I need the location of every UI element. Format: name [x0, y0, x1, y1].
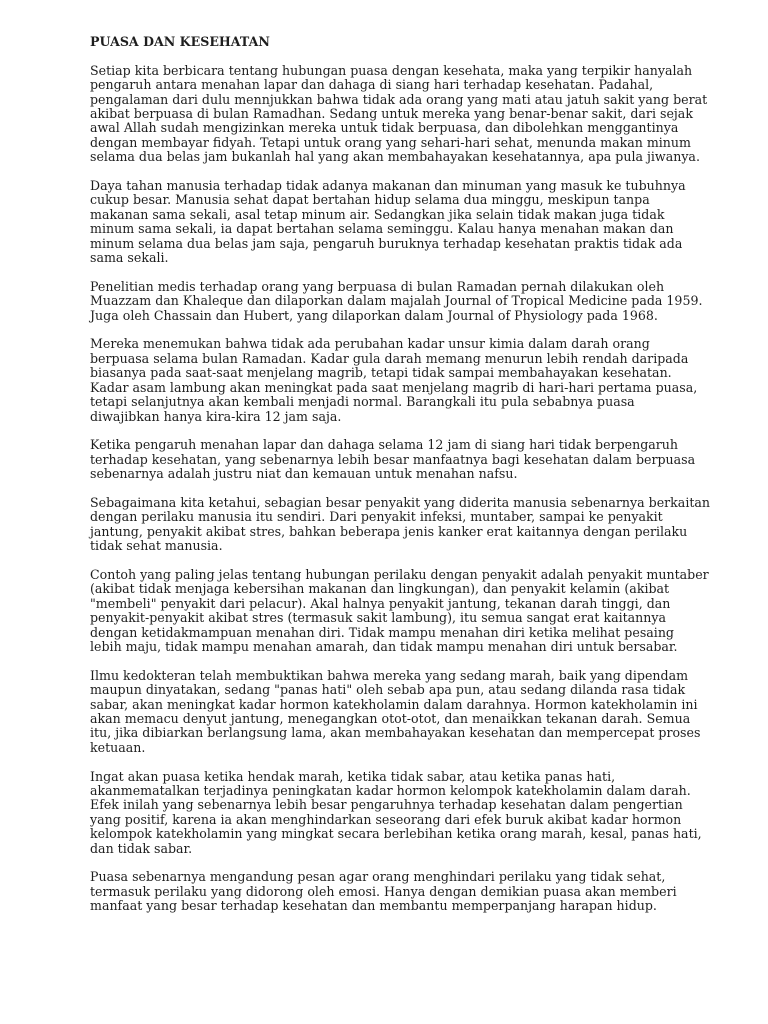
paragraph-line: minum selama dua belas jam saja, pengaruh buruknya terhadap kesehatan praktis tidak ada: [90, 235, 683, 251]
paragraph-line: Ketika pengaruh menahan lapar dan dahaga selama 12 jam di siang hari tidak berpengaruh: [90, 437, 679, 453]
paragraph-line: selama dua belas jam bukanlah hal yang akan membahayakan kesehatannya, apa pula jiwanya.: [90, 149, 700, 165]
document-body: [90, 64, 730, 914]
paragraph-line: berpuasa selama bulan Ramadan. Kadar gula darah memang menurun lebih rendah daripada: [90, 350, 689, 366]
paragraph-line: Contoh yang paling jelas tentang hubungan perilaku dengan penyakit adalah penyakit muntaber: [90, 566, 709, 582]
paragraph-line: Ingat akan puasa ketika hendak marah, ketika tidak sabar, atau ketika panas hati,: [90, 768, 616, 784]
paragraph: [90, 669, 730, 755]
paragraph-line: maupun dinyatakan, sedang "panas hati" oleh sebab apa pun, atau sedang dilanda rasa tidak: [90, 682, 686, 698]
paragraph-line: "membeli" penyakit dari pelacur). Akal halnya penyakit jantung, tekanan darah tinggi, dan: [90, 595, 671, 611]
document-page: [90, 35, 730, 928]
paragraph-line: yang positif, karena ia akan menghindarkan seseorang dari efek buruk akibat kadar hormon: [90, 811, 682, 827]
paragraph-line: Efek inilah yang sebenarnya lebih besar pengaruhnya terhadap kesehatan dalam pengertian: [90, 797, 683, 813]
paragraph-line: minum sama sekali, ia dapat bertahan selama seminggu. Kalau hanya menahan makan dan: [90, 221, 674, 237]
paragraph-line: cukup besar. Manusia sehat dapat bertahan hidup selama dua minggu, meskipun tanpa: [90, 192, 650, 208]
paragraph-line: akibat berpuasa di bulan Ramadhan. Sedang untuk mereka yang benar-benar sakit, dari sejak: [90, 106, 693, 122]
paragraph-line: jantung, penyakit akibat stres, bahkan beberapa jenis kanker erat kaitannya dengan perilaku: [90, 523, 688, 539]
paragraph-line: termasuk perilaku yang didorong oleh emosi. Hanya dengan demikian puasa akan memberi: [90, 883, 677, 899]
paragraph-line: Penelitian medis terhadap orang yang berpuasa di bulan Ramadan pernah dilakukan oleh: [90, 278, 665, 294]
paragraph-line: dengan membayar fidyah. Tetapi untuk orang yang sehari-hari sehat, menunda makan minum: [90, 134, 691, 150]
paragraph-line: akanmematalkan terjadinya peningkatan kadar hormon kelompok katekholamin dalam darah.: [90, 782, 691, 798]
paragraph-line: dan tidak sabar.: [90, 840, 193, 856]
paragraph-line: lebih maju, tidak mampu menahan amarah, dan tidak mampu menahan diri untuk bersabar.: [90, 638, 678, 654]
paragraph-line: tidak sehat manusia.: [90, 538, 223, 554]
paragraph-line: biasanya pada saat-saat menjelang magrib, tetapi tidak sampai membahayakan kesehatan.: [90, 365, 672, 381]
paragraph: [90, 568, 730, 654]
paragraph-line: Sebagaimana kita ketahui, sebagian besar penyakit yang diderita manusia sebenarnya berkaitan: [90, 494, 711, 510]
paragraph-line: Juga oleh Chassain dan Hubert, yang dilaporkan dalam Journal of Physiology pada 1968.: [90, 307, 658, 323]
paragraph-line: sama sekali.: [90, 250, 169, 266]
paragraph-line: tetapi selanjutnya akan kembali menjadi normal. Barangkali itu pula sebabnya puasa: [90, 394, 635, 410]
paragraph-line: Kadar asam lambung akan meningkat pada saat menjelang magrib di hari-hari pertama puasa,: [90, 379, 698, 395]
paragraph: [90, 280, 730, 323]
paragraph: [90, 496, 730, 554]
paragraph-line: itu, jika dibiarkan berlangsung lama, akan membahayakan kesehatan dan mempercepat proses: [90, 725, 701, 741]
document-title: PUASA DAN KESEHATAN: [90, 34, 270, 49]
paragraph-line: Setiap kita berbicara tentang hubungan puasa dengan kesehata, maka yang terpikir hanyalah: [90, 62, 693, 78]
paragraph-line: ketuaan.: [90, 739, 146, 755]
paragraph: [90, 64, 730, 165]
paragraph-line: dengan ketidakmampuan menahan diri. Tidak mampu menahan diri ketika melihat pesaing: [90, 624, 674, 640]
paragraph-line: Muazzam dan Khaleque dan dilaporkan dalam majalah Journal of Tropical Medicine pada 1959.: [90, 293, 703, 309]
paragraph-line: (akibat tidak menjaga kebersihan makanan dan lingkungan), dan penyakit kelamin (akibat: [90, 581, 670, 597]
paragraph-line: terhadap kesehatan, yang sebenarnya lebih besar manfaatnya bagi kesehatan dalam berpuasa: [90, 451, 696, 467]
paragraph: [90, 870, 730, 913]
paragraph-line: makanan sama sekali, asal tetap minum air. Sedangkan jika selain tidak makan juga tidak: [90, 206, 665, 222]
paragraph-line: diwajibkan hanya kira-kira 12 jam saja.: [90, 408, 342, 424]
paragraph: [90, 337, 730, 423]
paragraph-line: dengan perilaku manusia itu sendiri. Dari penyakit infeksi, muntaber, sampai ke penyakit: [90, 509, 663, 525]
paragraph: [90, 438, 730, 481]
paragraph-line: akan memacu denyut jantung, menegangkan otot-otot, dan menaikkan tekanan darah. Semua: [90, 710, 691, 726]
paragraph-line: penyakit-penyakit akibat stres (termasuk sakit lambung), itu semua sangat erat kaitannya: [90, 610, 667, 626]
paragraph-line: Daya tahan manusia terhadap tidak adanya makanan dan minuman yang masuk ke tubuhnya: [90, 178, 686, 194]
paragraph-line: sebenarnya adalah justru niat dan kemauan untuk menahan nafsu.: [90, 466, 518, 482]
paragraph-line: Ilmu kedokteran telah membuktikan bahwa mereka yang sedang marah, baik yang dipendam: [90, 667, 689, 683]
paragraph-line: manfaat yang besar terhadap kesehatan dan membantu memperpanjang harapan hidup.: [90, 898, 657, 914]
paragraph-line: pengalaman dari dulu mennjukkan bahwa tidak ada orang yang mati atau jatuh sakit yang berat: [90, 91, 708, 107]
paragraph: [90, 770, 730, 856]
paragraph-line: Mereka menemukan bahwa tidak ada perubahan kadar unsur kimia dalam darah orang: [90, 336, 650, 352]
paragraph-line: awal Allah sudah mengizinkan mereka untuk tidak berpuasa, dan dibolehkan menggantinya: [90, 120, 679, 136]
paragraph-line: pengaruh antara menahan lapar dan dahaga di siang hari terhadap kesehatan. Padahal,: [90, 77, 654, 93]
paragraph-line: Puasa sebenarnya mengandung pesan agar orang menghindari perilaku yang tidak sehat,: [90, 869, 666, 885]
paragraph-line: kelompok katekholamin yang mingkat secara berlebihan ketika orang marah, kesal, panas hati,: [90, 826, 702, 842]
paragraph-line: sabar, akan meningkat kadar hormon katekholamin dalam darahnya. Hormon katekholamin ini: [90, 696, 698, 712]
paragraph: [90, 179, 730, 265]
